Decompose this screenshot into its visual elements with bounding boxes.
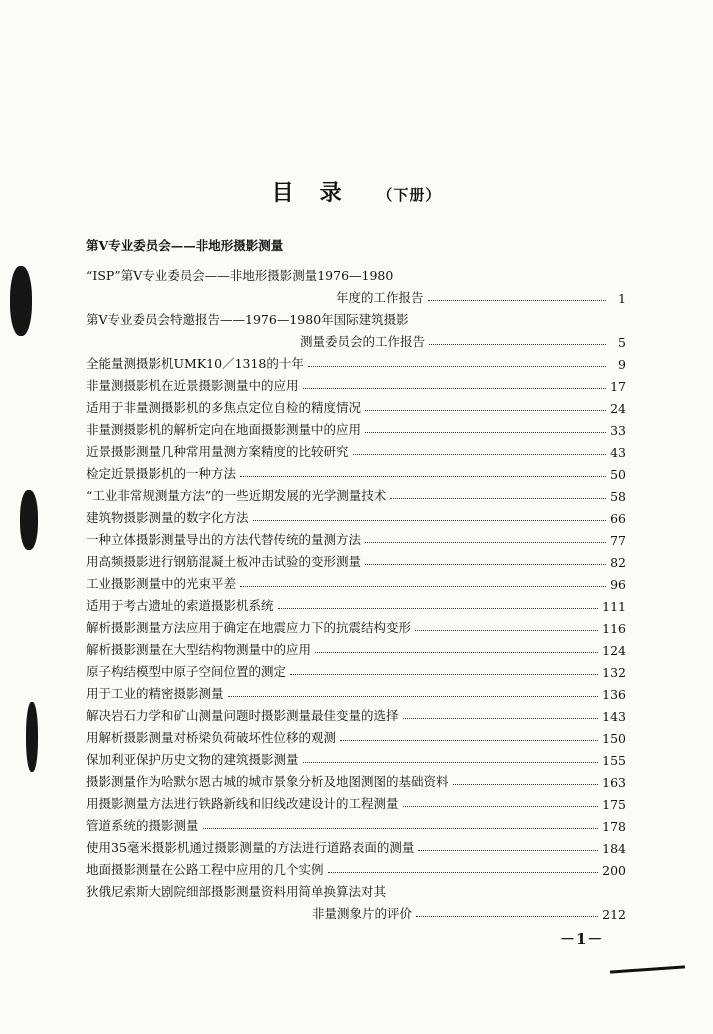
toc-entry <box>86 856 626 878</box>
dot-leader <box>428 300 606 301</box>
toc-entry-page: 150 <box>602 731 626 746</box>
dot-leader <box>353 454 606 455</box>
scan-blotch <box>20 490 38 550</box>
footer-page-number: －1－ <box>560 930 604 948</box>
toc-entry-page: 200 <box>602 863 626 878</box>
dot-leader <box>315 652 598 653</box>
dot-leader <box>365 542 606 543</box>
title-sub: （下册） <box>377 186 442 204</box>
toc-entry <box>86 636 626 658</box>
toc-entry-title: 用摄影测量方法进行铁路新线和旧线改建设计的工程测量 <box>86 796 399 811</box>
page-title <box>0 176 713 207</box>
toc-entry <box>86 746 626 768</box>
dot-leader <box>403 718 599 719</box>
dot-leader <box>308 366 606 367</box>
toc-entry <box>86 504 626 526</box>
toc-entry <box>86 350 626 372</box>
toc-entry <box>86 548 626 570</box>
toc-entry-title: 地面摄影测量在公路工程中应用的几个实例 <box>86 862 324 877</box>
toc-entry <box>86 328 626 350</box>
toc-entry-title: 解析摄影测量在大型结构物测量中的应用 <box>86 642 312 657</box>
toc-entry-title: 适用于非量测摄影机的多焦点定位自检的精度情况 <box>86 400 362 415</box>
toc-entry-title: 解析摄影测量方法应用于确定在地震应力下的抗震结构变形 <box>86 620 412 635</box>
dot-leader <box>240 586 606 587</box>
toc-entry-title: 全能量测摄影机UMK10／1318的十年 <box>86 356 304 371</box>
toc-entry-title: 适用于考古遗址的索道摄影机系统 <box>86 598 274 613</box>
toc-entry-title: 非量测摄影机在近景摄影测量中的应用 <box>86 378 299 393</box>
table-of-contents <box>86 262 626 922</box>
toc-entry-page: 17 <box>610 379 626 394</box>
toc-entry <box>86 526 626 548</box>
toc-entry-page: 178 <box>602 819 626 834</box>
dot-leader <box>416 916 598 917</box>
dot-leader <box>403 806 599 807</box>
toc-entry-page: 77 <box>610 533 626 548</box>
toc-entry-title: 一种立体摄影测量导出的方法代替传统的量测方法 <box>86 532 362 547</box>
dot-leader <box>340 740 598 741</box>
toc-entry-page: 124 <box>602 643 626 658</box>
toc-entry-title: 第Ⅴ专业委员会特邀报告——1976—1980年国际建筑摄影 <box>86 312 409 327</box>
toc-entry-page: 96 <box>610 577 626 592</box>
toc-entry <box>86 790 626 812</box>
toc-entry-page: 155 <box>602 753 626 768</box>
toc-entry-page: 136 <box>602 687 626 702</box>
toc-entry-title: 狄俄尼索斯大剧院细部摄影测量资料用简单换算法对其 <box>86 884 387 899</box>
toc-entry-title: 原子构结模型中原子空间位置的测定 <box>86 664 287 679</box>
section-heading: 第Ⅴ专业委员会——非地形摄影测量 <box>86 238 284 253</box>
toc-entry <box>86 702 626 724</box>
toc-entry <box>86 658 626 680</box>
dot-leader <box>253 520 606 521</box>
dot-leader <box>453 784 599 785</box>
toc-entry-title: 保加利亚保护历史文物的建筑摄影测量 <box>86 752 299 767</box>
toc-entry-title: 用于工业的精密摄影测量 <box>86 686 224 701</box>
toc-entry-title: “ISP”第Ⅴ专业委员会——非地形摄影测量1976—1980 <box>86 268 394 283</box>
toc-entry <box>86 416 626 438</box>
toc-entry-page: 33 <box>610 423 626 438</box>
toc-entry <box>86 900 626 922</box>
dot-leader <box>365 432 606 433</box>
toc-entry-page: 212 <box>602 907 626 922</box>
toc-entry-title: 管道系统的摄影测量 <box>86 818 199 833</box>
toc-entry <box>86 482 626 504</box>
scan-line <box>610 965 685 973</box>
toc-entry <box>86 592 626 614</box>
toc-entry <box>86 306 626 328</box>
dot-leader <box>365 564 606 565</box>
toc-entry-title: 非量测象片的评价 <box>312 906 413 921</box>
toc-entry <box>86 284 626 306</box>
dot-leader <box>418 850 598 851</box>
toc-entry-title: 近景摄影测量几种常用量测方案精度的比较研究 <box>86 444 349 459</box>
toc-entry-page: 24 <box>610 401 626 416</box>
toc-entry <box>86 460 626 482</box>
dot-leader <box>429 344 606 345</box>
toc-entry-page: 143 <box>602 709 626 724</box>
toc-entry-title: 用解析摄影测量对桥梁负荷破坏性位移的观测 <box>86 730 337 745</box>
toc-entry-page: 9 <box>618 357 626 372</box>
toc-entry-page: 111 <box>602 599 626 614</box>
toc-entry-title: “工业非常规测量方法”的一些近期发展的光学测量技术 <box>86 488 387 503</box>
toc-entry <box>86 262 626 284</box>
toc-entry-page: 82 <box>610 555 626 570</box>
toc-entry-page: 50 <box>610 467 626 482</box>
dot-leader <box>240 476 606 477</box>
toc-entry-title: 检定近景摄影机的一种方法 <box>86 466 237 481</box>
toc-entry-page: 43 <box>610 445 626 460</box>
toc-entry-page: 5 <box>618 335 626 350</box>
toc-entry-page: 163 <box>602 775 626 790</box>
dot-leader <box>203 828 599 829</box>
dot-leader <box>365 410 606 411</box>
dot-leader <box>303 388 606 389</box>
toc-entry-title: 年度的工作报告 <box>336 290 424 305</box>
toc-entry <box>86 834 626 856</box>
dot-leader <box>390 498 606 499</box>
toc-entry-page: 1 <box>618 291 626 306</box>
toc-entry-page: 58 <box>610 489 626 504</box>
toc-entry <box>86 878 626 900</box>
scan-blotch <box>10 266 32 336</box>
toc-entry <box>86 570 626 592</box>
dot-leader <box>415 630 598 631</box>
toc-entry <box>86 394 626 416</box>
toc-entry <box>86 680 626 702</box>
toc-entry <box>86 614 626 636</box>
dot-leader <box>228 696 599 697</box>
toc-entry-title: 解决岩石力学和矿山测量问题时摄影测量最佳变量的选择 <box>86 708 399 723</box>
toc-entry-title: 用高频摄影进行钢筋混凝土板冲击试验的变形测量 <box>86 554 362 569</box>
toc-entry-page: 66 <box>610 511 626 526</box>
dot-leader <box>328 872 599 873</box>
toc-entry-page: 184 <box>602 841 626 856</box>
toc-entry-page: 116 <box>602 621 626 636</box>
toc-entry <box>86 812 626 834</box>
dot-leader <box>278 608 599 609</box>
scan-blotch <box>26 702 38 772</box>
toc-entry-title: 摄影测量作为哈默尔恩古城的城市景象分析及地图测图的基础资料 <box>86 774 449 789</box>
toc-entry-title: 非量测摄影机的解析定向在地面摄影测量中的应用 <box>86 422 362 437</box>
toc-entry <box>86 438 626 460</box>
toc-entry-title: 建筑物摄影测量的数字化方法 <box>86 510 249 525</box>
toc-entry <box>86 768 626 790</box>
title-main: 目录 <box>271 180 368 206</box>
toc-entry-title: 工业摄影测量中的光束平差 <box>86 576 237 591</box>
toc-entry-page: 132 <box>602 665 626 680</box>
toc-entry <box>86 724 626 746</box>
toc-entry-title: 使用35毫米摄影机通过摄影测量的方法进行道路表面的测量 <box>86 840 415 855</box>
toc-entry-page: 175 <box>602 797 626 812</box>
dot-leader <box>290 674 598 675</box>
dot-leader <box>303 762 599 763</box>
toc-entry <box>86 372 626 394</box>
toc-entry-title: 测量委员会的工作报告 <box>300 334 426 349</box>
